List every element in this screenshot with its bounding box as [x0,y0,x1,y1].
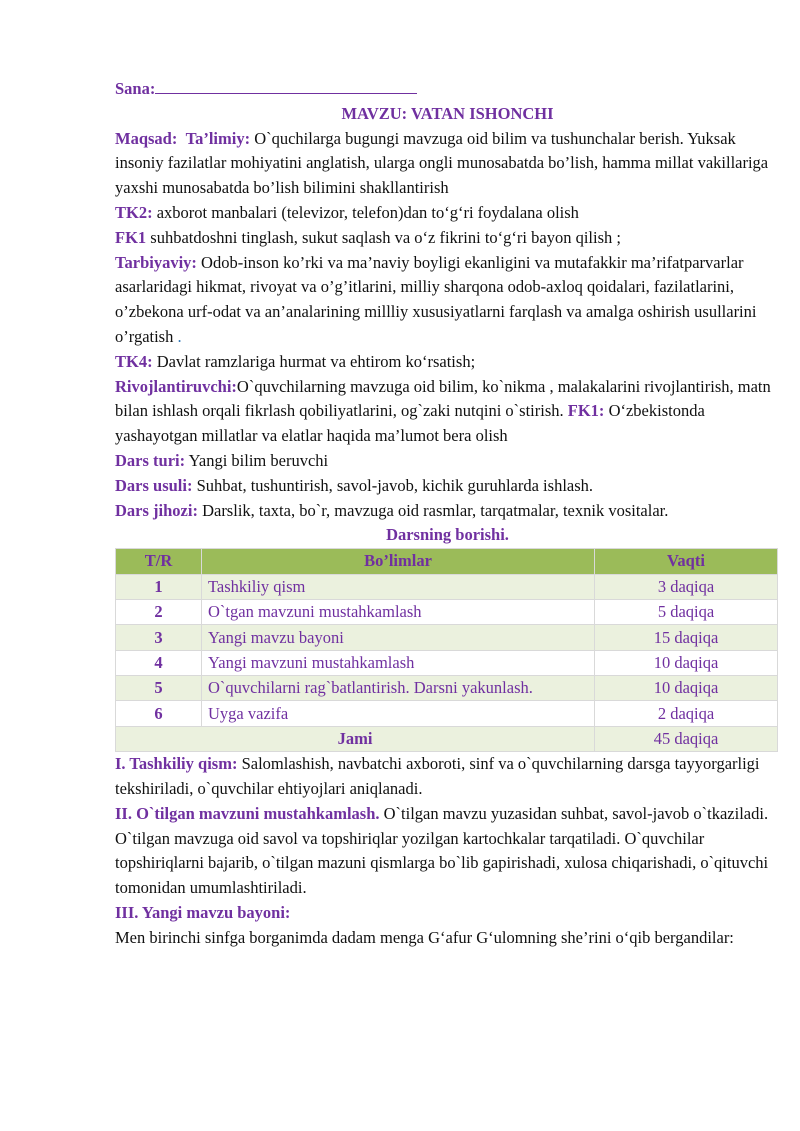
tk4-text: Davlat ramzlariga hurmat va ehtirom ko‘rsatish; [152,351,476,371]
tarbiyaviy-label: Tarbiyaviy: [115,252,197,272]
tarbiyaviy-text: Odob-inson ko’rki va ma’naviy boyligi ekanligini va mutafakkir ma’rifatparvarlar asarlaridagi hikmat, rivoyat va o’g’itlarini, milliy sharqona odob-axloq qoidalari, fazilatlarini, o’zbekona urf-odat va an’analarining millliy xususiyatlarni farqlash va amalga oshirish usullarini o’rgatish [115,252,757,346]
fk1-paragraph [115,226,780,251]
fk1-label: FK1 [115,227,147,247]
row-section: Uyga vazifa [202,701,595,726]
tk4-label: TK4: [115,351,153,371]
dars-jihozi-paragraph [115,499,780,524]
dars-usuli-label: Dars usuli: [115,475,193,495]
header-bolimlar: Bo’limlar [202,549,595,574]
header-vaqti: Vaqti [595,549,778,574]
talimiy-text: O`quchilarga bugungi mavzuga oid bilim va tushunchalar berish. Yuksak insoniy fazilatlar mohiyatini anglatish, ularga ongli munosabatda bo’lish, hamma millat vakillariga yaxshi munosabatda bo’lish bilimini shakllantirish [115,128,769,198]
row-section: O`tgan mavzuni mustahkamlash [202,599,595,624]
table-row [116,650,778,675]
tarbiyaviy-paragraph [115,251,780,350]
row-number: 4 [116,650,202,675]
maqsad-label: Maqsad: [115,128,178,148]
row-number: 5 [116,676,202,701]
section-1-paragraph [115,752,780,802]
section-1-text: Salomlashish, navbatchi axboroti, sinf va o`quvchilarning darsga tayyorgarligi tekshiriladi, o`quvchilar ehtiyojlari aniqlanadi. [115,754,760,799]
row-section: O`quvchilarni rag`batlantirish. Darsni yakunlash. [202,676,595,701]
fk1-text: suhbatdoshni tinglash, sukut saqlash va o‘z fikrini to‘g‘ri bayon qilish ; [146,227,621,247]
row-time: 15 daqiqa [595,625,778,650]
date-line [115,76,780,102]
row-time: 10 daqiqa [595,676,778,701]
section-3-paragraph: Men birinchi sinfga borganimda dadam menga G‘afur G‘ulomning she’rini o‘qib bergandilar: [115,927,734,947]
talimiy-paragraph [115,127,780,201]
section-3-label: III. Yangi mavzu bayoni: [115,903,291,923]
dars-turi-text: Yangi bilim beruvchi [185,450,329,470]
table-total-row [116,726,778,751]
total-time: 45 daqiqa [595,726,778,751]
row-time: 3 daqiqa [595,574,778,599]
row-section: Yangi mavzuni mustahkamlash [202,650,595,675]
fk1b-label: FK1: [567,401,605,421]
row-number: 6 [116,701,202,726]
tk2-text: axborot manbalari (televizor, telefon)dan to‘g‘ri foydalana olish [152,202,579,222]
dars-usuli-paragraph [115,474,780,499]
row-number: 1 [116,574,202,599]
date-blank-line [155,76,417,94]
table-row [116,599,778,624]
lesson-plan-table [115,548,778,752]
table-row [116,625,778,650]
row-section: Yangi mavzu bayoni [202,625,595,650]
table-row [116,676,778,701]
rivojlantiruvchi-paragraph [115,375,780,449]
row-time: 5 daqiqa [595,599,778,624]
dars-turi-paragraph [115,449,780,474]
lesson-title: MAVZU: VATAN ISHONCHI [341,103,554,123]
rivojlantiruvchi-text: O`quvchilarning mavzuga oid bilim, ko`nikma , malakalarini rivojlantirish, matn bilan ishlash orqali fikrlash qobiliyatlarini, og`zaki nutqini o`stirish. [115,376,771,421]
dars-jihozi-text: Darslik, taxta, bo`r, mavzuga oid rasmlar, tarqatmalar, texnik vositalar. [197,500,669,520]
dars-turi-label: Dars turi: [115,450,186,470]
section-2-label: II. O`tilgan mavzuni mustahkamlash. [115,803,380,823]
header-tr: T/R [116,549,202,574]
row-number: 2 [116,599,202,624]
sana-label: Sana: [115,79,156,98]
tarbiyaviy-dot: . [177,326,182,346]
section-1-label: I. Tashkiliy qism: [115,754,238,774]
tk2-label: TK2: [115,202,153,222]
tk4-paragraph [115,350,780,375]
table-row [116,574,778,599]
row-time: 2 daqiqa [595,701,778,726]
dars-jihozi-label: Dars jihozi: [115,500,198,520]
document-page [115,76,780,951]
talimiy-label: Ta’limiy: [185,128,251,148]
section-3-heading [115,901,780,926]
rivojlantiruvchi-label: Rivojlantiruvchi: [115,376,237,396]
table-row [116,701,778,726]
dars-usuli-text: Suhbat, tushuntirish, savol-javob, kichik guruhlarda ishlash. [192,475,594,495]
section-2-paragraph [115,802,780,901]
total-label: Jami [116,726,595,751]
table-header-row [116,549,778,574]
row-time: 10 daqiqa [595,650,778,675]
tk2-paragraph [115,201,780,226]
fk1b-text: O‘zbekistonda yashayotgan millatlar va elatlar haqida ma’lumot bera olish [115,401,705,446]
plan-title: Darsning borishi. [386,525,509,545]
section-2-text: O`tilgan mavzu yuzasidan suhbat, savol-javob o`tkaziladi. O`tilgan mavzuga oid savol va topshiriqlar yozilgan kartochkalar tarqatiladi. O`quvchilar topshiriqlarni bajarib, o`tilgan mazuni qismlarga bo`lib gapirishadi, xulosa chiqarishadi, o`qituvchi tomonidan umumlashtiriladi. [115,803,769,898]
row-section: Tashkiliy qism [202,574,595,599]
row-number: 3 [116,625,202,650]
